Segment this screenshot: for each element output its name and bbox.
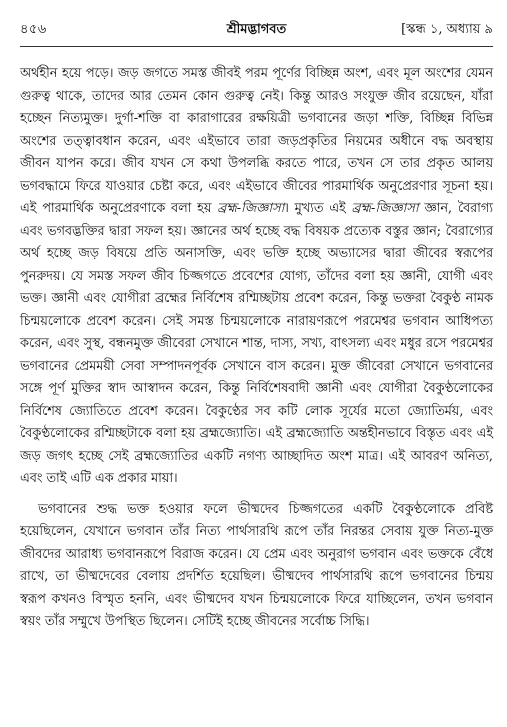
- paragraph-1-text-part-1: অর্থহীন হয়ে পড়ে। জড় জগতে সমস্ত জীবই পরম পূর্ণের বিচ্ছিন্ন অংশ, এবং মূল অংশের যেমন গুরুত্ব থাকে, তাদের আর তেমন কোন গুরুত্ব নেই। কিন্তু আরও সংযুক্ত জীব রয়েছেন, যাঁরা হচ্ছেন নিত্যমুক্ত। দুর্গা-শক্তি বা কারাগারের রক্ষয়িত্রী ভগবানের জড়া শক্তি, বিচ্ছিন্ন বিভিন্ন অংশের তত্ত্বাবধান করেন, এবং এইভাবে তারা জড়প্রকৃতির নিয়মের অধীনে বদ্ধ অবস্থায় জীবন যাপন করে। জীব যখন সে কথা উপলব্ধি করতে পারে, তখন সে তার প্রকৃত আলয় ভগবদ্ধামে ফিরে যাওয়ার চেষ্টা করে, এবং এইভাবে জীবের পারমার্থিক অনুপ্রেরণার সূচনা হয়। এই পারমার্থিক অনুপ্রেরণাকে বলা হয়: [20, 66, 493, 216]
- page-number: ৪৫৬: [20, 22, 47, 37]
- commentary-paragraph-1: [20, 63, 493, 491]
- page-body: [20, 63, 493, 634]
- running-header: [20, 18, 493, 42]
- section-chapter-label: [স্কন্ধ ১, অধ্যায় ৯: [401, 22, 493, 37]
- sanskrit-term-brahma-jijnasa-2: ব্রহ্ম-জিজ্ঞাসা: [351, 201, 419, 216]
- paragraph-1-text-part-2: । মুখ্যত এই: [284, 201, 352, 216]
- header-rule: [20, 46, 493, 47]
- book-title: শ্রীমদ্ভাগবত: [226, 22, 287, 37]
- sanskrit-term-brahma-jijnasa-1: ব্রহ্ম-জিজ্ঞাসা: [217, 201, 285, 216]
- commentary-paragraph-2: ভগবানের শুদ্ধ ভক্ত হওয়ার ফলে ভীষ্মদেব চিজ্জগতের একটি বৈকুণ্ঠলোকে প্রবিষ্ট হয়েছিলেন, যেখানে ভগবান তাঁর নিত্য পার্থসারথি রূপে তাঁর নিরন্তর সেবায় যুক্ত নিত্য-মুক্ত জীবদের আরাধ্য ভগবানরূপে বিরাজ করেন। যে প্রেম এবং অনুরাগ ভগবান এবং ভক্তকে বেঁধে রাখে, তা ভীষ্মদেবের বেলায় প্রদর্শিত হয়েছিল। ভীষ্মদেব পার্থসারথি রূপে ভগবানের চিন্ময় স্বরূপ কখনও বিস্মৃত হননি, এবং ভীষ্মদেব যখন চিন্ময়লোকে ফিরে যাচ্ছিলেন, তখন ভগবান স্বয়ং তাঁর সম্মুখে উপস্থিত ছিলেন। সেটিই হচ্ছে জীবনের সর্বোচ্চ সিদ্ধি।: [20, 501, 493, 629]
- paragraph-1-text-part-3: জ্ঞান, বৈরাগ্য এবং ভগবদ্ভক্তির দ্বারা সফল হয়। জ্ঞানের অর্থ হচ্ছে বদ্ধ বিষয়ক প্রত্যেক বস্তুর জ্ঞান; বৈরাগ্যের অর্থ হচ্ছে জড় বিষয়ে প্রতি অনাসক্তি, এবং ভক্তি হচ্ছে অভ্যাসের দ্বারা জীবের স্বরূপের পুনরুদয়। যে সমস্ত সফল জীব চিজ্জগতে প্রবেশের যোগ্য, তাঁদের বলা হয় জ্ঞানী, যোগী এবং ভক্ত। জ্ঞানী এবং যোগীরা ব্রহ্মের নির্বিশেষ রশ্মিচ্ছটায় প্রবেশ করেন, কিন্তু ভক্তরা বৈকুণ্ঠ নামক চিন্ময়লোকে প্রবেশ করেন। সেই সমস্ত চিন্ময়লোকে নারায়ণরূপে পরমেশ্বর ভগবান আধিপত্য করেন, এবং সুস্থ, বন্ধনমুক্ত জীবেরা সেখানে শান্ত, দাস্য, সখ্য, বাৎসল্য এবং মধুর রসে পরমেশ্বর ভগবানের প্রেমময়ী সেবা সম্পাদনপূর্বক সেখানে বাস করেন। মুক্ত জীবেরা সেখানে ভগবানের সঙ্গে পূর্ণ মুক্তির স্বাদ আস্বাদন করেন, কিন্তু নির্বিশেষবাদী জ্ঞানী এবং যোগীরা বৈকুণ্ঠলোকের নির্বিশেষ জ্যোতিতে প্রবেশ করেন। বৈকুণ্ঠের সব কটি লোক সূর্যের মতো জ্যোতির্ময়, এবং বৈকুণ্ঠলোকের রশ্মিচ্ছটাকে বলা হয় ব্রহ্মজ্যোতি। এই ব্রহ্মজ্যোতি অন্তহীনভাবে বিস্তৃত এবং এই জড় জগৎ হচ্ছে সেই ব্রহ্মজ্যোতির একটি নগণ্য আচ্ছাদিত অংশ মাত্র। এই আবরণ অনিত্য, এবং তাই এটি এক প্রকার মায়া।: [20, 201, 493, 486]
